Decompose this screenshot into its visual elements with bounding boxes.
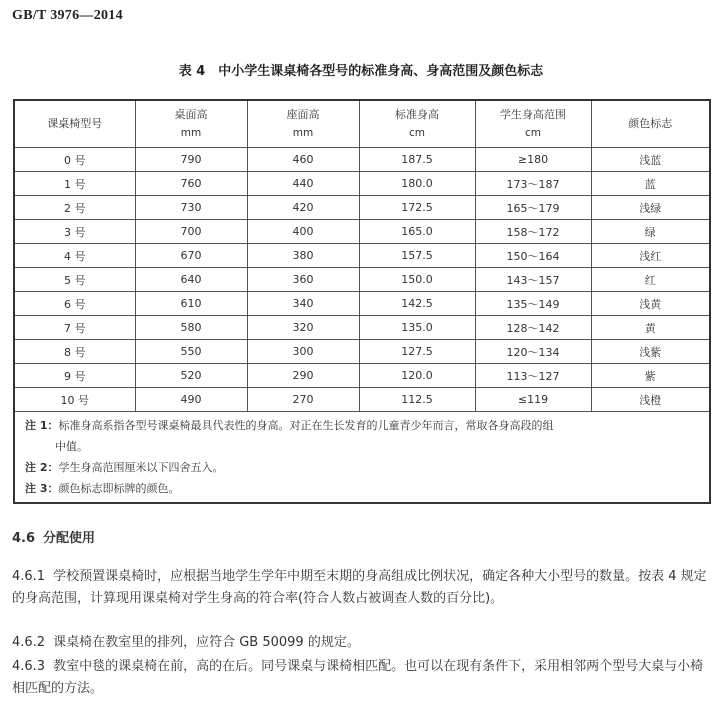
table-cell: 580 bbox=[135, 316, 247, 340]
note-text: 颜色标志即标牌的颜色。 bbox=[58, 482, 180, 495]
note-label: 注 2： bbox=[25, 461, 59, 474]
table-cell: ≤119 bbox=[475, 388, 591, 412]
table-cell: 浅蓝 bbox=[591, 148, 710, 172]
table-cell: 112.5 bbox=[359, 388, 475, 412]
table-cell: 浅橙 bbox=[591, 388, 710, 412]
table-cell: 290 bbox=[247, 364, 359, 388]
table-cell: 610 bbox=[135, 292, 247, 316]
table-cell: 670 bbox=[135, 244, 247, 268]
column-header-unit: cm bbox=[524, 127, 541, 139]
table-row bbox=[14, 196, 710, 220]
notes-cell bbox=[14, 412, 710, 504]
column-header-label: 课桌椅型号 bbox=[47, 117, 103, 130]
table-cell: 340 bbox=[247, 292, 359, 316]
paragraph-4-6-2 bbox=[12, 632, 712, 654]
paragraph-4-6-3 bbox=[12, 656, 712, 700]
table-cell: 蓝 bbox=[591, 172, 710, 196]
table-cell: 165～179 bbox=[475, 196, 591, 220]
table-cell: 5 号 bbox=[14, 268, 135, 292]
paragraph-number: 4.6.2 bbox=[12, 635, 46, 650]
table-cell: 113～127 bbox=[475, 364, 591, 388]
table-cell: 浅绿 bbox=[591, 196, 710, 220]
table-cell: 浅黄 bbox=[591, 292, 710, 316]
table-note bbox=[25, 415, 699, 457]
paragraph-text: 学校预置课桌椅时，应根据当地学生学年中期至末期的身高组成比例状况，确定各种大小型号的数量。按表 4 规定的身高范围，计算现用课桌椅对学生身高的符合率(符合人数占被调查人数的百分比)。 bbox=[12, 569, 707, 606]
column-header bbox=[135, 100, 247, 148]
table-cell: 2 号 bbox=[14, 196, 135, 220]
table-cell: 360 bbox=[247, 268, 359, 292]
note-label: 注 3： bbox=[25, 482, 59, 495]
table-cell: 10 号 bbox=[14, 388, 135, 412]
table-cell: 490 bbox=[135, 388, 247, 412]
table-cell: 6 号 bbox=[14, 292, 135, 316]
table-cell: 1 号 bbox=[14, 172, 135, 196]
table-cell: 165.0 bbox=[359, 220, 475, 244]
table-cell: 黄 bbox=[591, 316, 710, 340]
table-header-row bbox=[14, 100, 710, 148]
standard-code: GB/T 3976—2014 bbox=[12, 8, 123, 23]
table-cell: 158～172 bbox=[475, 220, 591, 244]
table-cell: 9 号 bbox=[14, 364, 135, 388]
table-cell: 绿 bbox=[591, 220, 710, 244]
note-continuation: 中值。 bbox=[55, 440, 88, 453]
table-cell: 浅红 bbox=[591, 244, 710, 268]
paragraph-number: 4.6.3 bbox=[12, 659, 46, 674]
table-row bbox=[14, 220, 710, 244]
table-note bbox=[25, 457, 699, 478]
table-cell: 460 bbox=[247, 148, 359, 172]
table-cell: 8 号 bbox=[14, 340, 135, 364]
table-cell: 120.0 bbox=[359, 364, 475, 388]
table-cell: 150.0 bbox=[359, 268, 475, 292]
table-row bbox=[14, 268, 710, 292]
table-cell: 紫 bbox=[591, 364, 710, 388]
paragraph-4-6-1 bbox=[12, 566, 712, 610]
spec-table bbox=[13, 99, 711, 504]
note-label: 注 1： bbox=[25, 419, 59, 432]
table-cell: 172.5 bbox=[359, 196, 475, 220]
column-header-unit: mm bbox=[180, 127, 202, 139]
table-cell: 浅紫 bbox=[591, 340, 710, 364]
note-text: 标准身高系指各型号课桌椅最具代表性的身高。对正在生长发育的儿童青少年而言，常取各身高段的组 bbox=[58, 419, 554, 432]
table-cell: 400 bbox=[247, 220, 359, 244]
column-header bbox=[247, 100, 359, 148]
table-cell: 143～157 bbox=[475, 268, 591, 292]
table-cell: 135～149 bbox=[475, 292, 591, 316]
table-cell: 550 bbox=[135, 340, 247, 364]
table-cell: ≥180 bbox=[475, 148, 591, 172]
column-header-unit: cm bbox=[408, 127, 425, 139]
paragraph-text: 课桌椅在教室里的排列，应符合 GB 50099 的规定。 bbox=[53, 635, 360, 650]
column-header-unit: mm bbox=[292, 127, 314, 139]
table-cell: 红 bbox=[591, 268, 710, 292]
table-cell: 420 bbox=[247, 196, 359, 220]
table-row bbox=[14, 316, 710, 340]
table-cell: 180.0 bbox=[359, 172, 475, 196]
table-cell: 173～187 bbox=[475, 172, 591, 196]
section-4-6-heading bbox=[12, 528, 712, 550]
column-header bbox=[475, 100, 591, 148]
table-cell: 120～134 bbox=[475, 340, 591, 364]
table-cell: 320 bbox=[247, 316, 359, 340]
table-cell: 790 bbox=[135, 148, 247, 172]
table-cell: 135.0 bbox=[359, 316, 475, 340]
table-row bbox=[14, 364, 710, 388]
table-cell: 270 bbox=[247, 388, 359, 412]
paragraph-text: 教室中毯的课桌椅在前，高的在后。同号课桌与课椅相匹配。也可以在现有条件下，采用相邻两个型号大桌与小椅相匹配的方法。 bbox=[12, 659, 704, 696]
column-header-label: 座面高 bbox=[286, 108, 320, 121]
table-cell: 150～164 bbox=[475, 244, 591, 268]
section-number: 4.6 bbox=[12, 531, 36, 546]
column-header-label: 标准身高 bbox=[395, 108, 439, 121]
table-note bbox=[25, 478, 699, 499]
table-cell: 128～142 bbox=[475, 316, 591, 340]
table-cell: 3 号 bbox=[14, 220, 135, 244]
table-row bbox=[14, 172, 710, 196]
paragraph-number: 4.6.1 bbox=[12, 569, 46, 584]
table-cell: 0 号 bbox=[14, 148, 135, 172]
table-row bbox=[14, 292, 710, 316]
table-cell: 440 bbox=[247, 172, 359, 196]
table-cell: 380 bbox=[247, 244, 359, 268]
note-text: 学生身高范围厘米以下四舍五入。 bbox=[58, 461, 224, 474]
table-row bbox=[14, 340, 710, 364]
column-header-label: 桌面高 bbox=[174, 108, 208, 121]
column-header bbox=[359, 100, 475, 148]
column-header-label: 颜色标志 bbox=[628, 117, 673, 130]
table-cell: 157.5 bbox=[359, 244, 475, 268]
table-cell: 187.5 bbox=[359, 148, 475, 172]
table-cell: 142.5 bbox=[359, 292, 475, 316]
column-header bbox=[591, 100, 710, 148]
column-header-label: 学生身高范围 bbox=[500, 108, 566, 121]
table-row bbox=[14, 148, 710, 172]
table-row bbox=[14, 244, 710, 268]
notes-row bbox=[14, 412, 710, 504]
section-title: 分配使用 bbox=[43, 531, 96, 546]
table-cell: 520 bbox=[135, 364, 247, 388]
table-cell: 700 bbox=[135, 220, 247, 244]
table-row bbox=[14, 388, 710, 412]
table-cell: 4 号 bbox=[14, 244, 135, 268]
table-cell: 730 bbox=[135, 196, 247, 220]
table-cell: 640 bbox=[135, 268, 247, 292]
table-cell: 300 bbox=[247, 340, 359, 364]
table-cell: 127.5 bbox=[359, 340, 475, 364]
table-cell: 760 bbox=[135, 172, 247, 196]
table-cell: 7 号 bbox=[14, 316, 135, 340]
column-header bbox=[14, 100, 135, 148]
table-title: 表 4 中小学生课桌椅各型号的标准身高、身高范围及颜色标志 bbox=[178, 64, 544, 79]
